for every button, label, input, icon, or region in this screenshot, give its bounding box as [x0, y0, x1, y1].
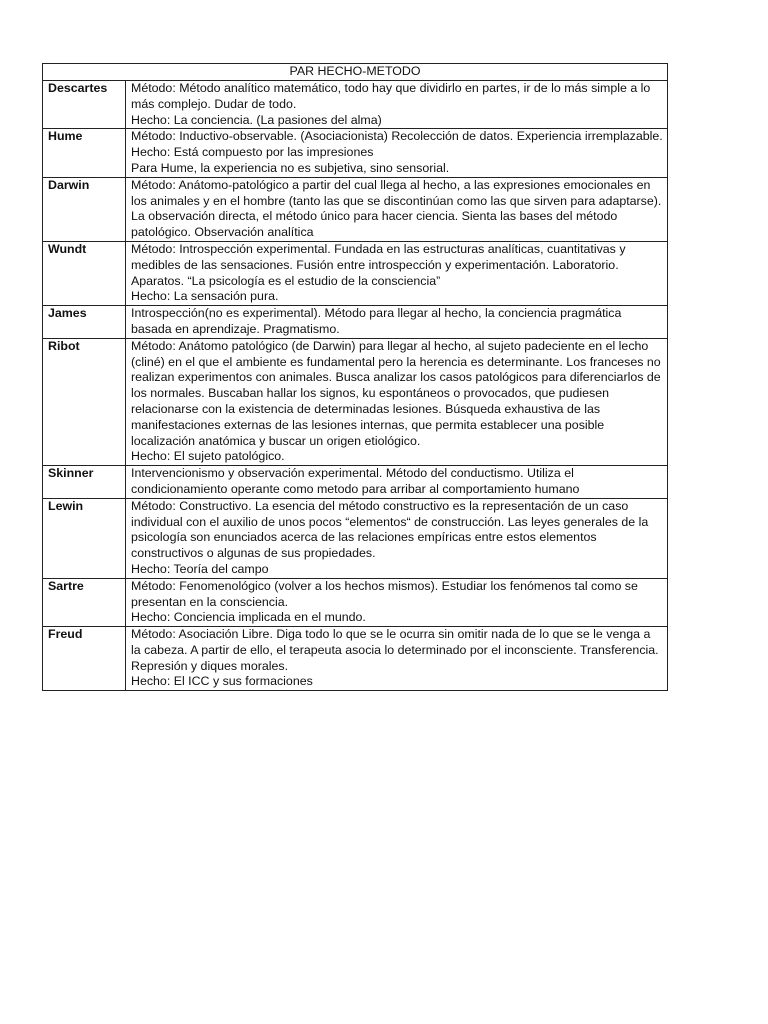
- method-fact-description: [126, 338, 668, 465]
- table-row: [43, 627, 668, 691]
- author-name: Wundt: [43, 241, 126, 305]
- method-fact-description: [126, 627, 668, 691]
- author-name: Ribot: [43, 338, 126, 465]
- description-line: Método: Fenomenológico (volver a los hechos mismos). Estudiar los fenómenos tal como se presentan en la consciencia.: [131, 578, 642, 609]
- table-body: [43, 81, 668, 691]
- description-line: Introspección(no es experimental). Método para llegar al hecho, la conciencia pragmática basada en aprendizaje. Pragmatismo.: [131, 306, 625, 336]
- table-title: PAR HECHO-METODO: [43, 64, 668, 81]
- table-title-row: [43, 64, 668, 81]
- author-name: James: [43, 306, 126, 339]
- author-name: Freud: [43, 627, 126, 691]
- method-fact-description: [126, 466, 668, 499]
- author-name: Descartes: [43, 81, 126, 129]
- method-fact-description: [126, 177, 668, 241]
- description-line: Hecho: El sujeto patológico.: [131, 449, 285, 464]
- description-line: Método: Anátomo patológico (de Darwin) para llegar al hecho, al sujeto padeciente en el lecho (cliné) en el que el ambiente es fundamental pero la herencia es determinante. Los franceses no realizan experimentos con animales. Busca analizar los casos patológicos para diferenciarlos de los normales. Buscaban hallar los signos, ku espontáneos o provocados, que pudiesen relacionarse con la existencia de determinadas lesiones. Búsqueda exhaustiva de las manifestaciones externas de las lesiones internas, que permita establecer una posible localización anatómica y buscar un origen etiológico.: [131, 338, 665, 448]
- description-line: Método: Anátomo-patológico a partir del cual llega al hecho, a las expresiones emocionales en los animales y en el hombre (tanto las que se discontinúan como las que sirven para adaptarse). La observación directa, el método único para hacer ciencia. Sienta las bases del método patológico. Observación analítica: [131, 177, 665, 240]
- description-line: Método: Introspección experimental. Fundada en las estructuras analíticas, cuantitativas y medibles de las sensaciones. Fusión entre introspección y experimentación. Laboratorio. Aparatos. “La psicología es el estudio de la consciencia”: [131, 241, 629, 288]
- table-row: [43, 81, 668, 129]
- description-line: Hecho: Teoría del campo: [131, 561, 269, 576]
- author-name: Skinner: [43, 466, 126, 499]
- description-line: Para Hume, la experiencia no es subjetiva, sino sensorial.: [131, 160, 450, 175]
- description-line: Método: Inductivo-observable. (Asociacionista) Recolección de datos. Experiencia irremplazable.: [131, 129, 663, 144]
- table-row: [43, 466, 668, 499]
- table-row: [43, 338, 668, 465]
- author-name: Lewin: [43, 498, 126, 578]
- method-fact-description: [126, 81, 668, 129]
- method-fact-description: [126, 498, 668, 578]
- table-row: [43, 498, 668, 578]
- description-line: Método: Método analítico matemático, todo hay que dividirlo en partes, ir de lo más simple a lo más complejo. Dudar de todo.: [131, 81, 654, 111]
- author-name: Darwin: [43, 177, 126, 241]
- description-line: Hecho: La sensación pura.: [131, 289, 279, 304]
- author-name: Hume: [43, 129, 126, 177]
- table-row: [43, 578, 668, 626]
- description-line: Intervencionismo y observación experimental. Método del conductismo. Utiliza el condicionamiento operante como metodo para arribar al comportamiento humano: [131, 466, 580, 496]
- author-name: Sartre: [43, 578, 126, 626]
- method-fact-description: [126, 306, 668, 339]
- description-line: Método: Asociación Libre. Diga todo lo que se le ocurra sin omitir nada de lo que se le venga a la cabeza. A partir de ello, el terapeuta asocia lo determinado por el inconsciente. Transferencia. Represión y diques morales.: [131, 627, 663, 673]
- hecho-metodo-table: [42, 63, 668, 691]
- method-fact-description: [126, 241, 668, 305]
- table-row: [43, 306, 668, 339]
- method-fact-description: [126, 578, 668, 626]
- description-line: Hecho: El ICC y sus formaciones: [131, 674, 313, 689]
- description-line: Método: Constructivo. La esencia del método constructivo es la representación de un caso individual con el auxilio de unos pocos “elementos“ de construcción. Las leyes generales de la psicología son enunciados acerca de las relaciones empíricas entre estos elementos constructivos o algunas de sus propiedades.: [131, 498, 652, 561]
- description-line: Hecho: Conciencia implicada en el mundo.: [131, 610, 366, 625]
- table-row: [43, 129, 668, 177]
- description-line: Hecho: La conciencia. (La pasiones del alma): [131, 112, 382, 127]
- method-fact-description: [126, 129, 668, 177]
- table-row: [43, 177, 668, 241]
- description-line: Hecho: Está compuesto por las impresiones: [131, 145, 374, 160]
- table-row: [43, 241, 668, 305]
